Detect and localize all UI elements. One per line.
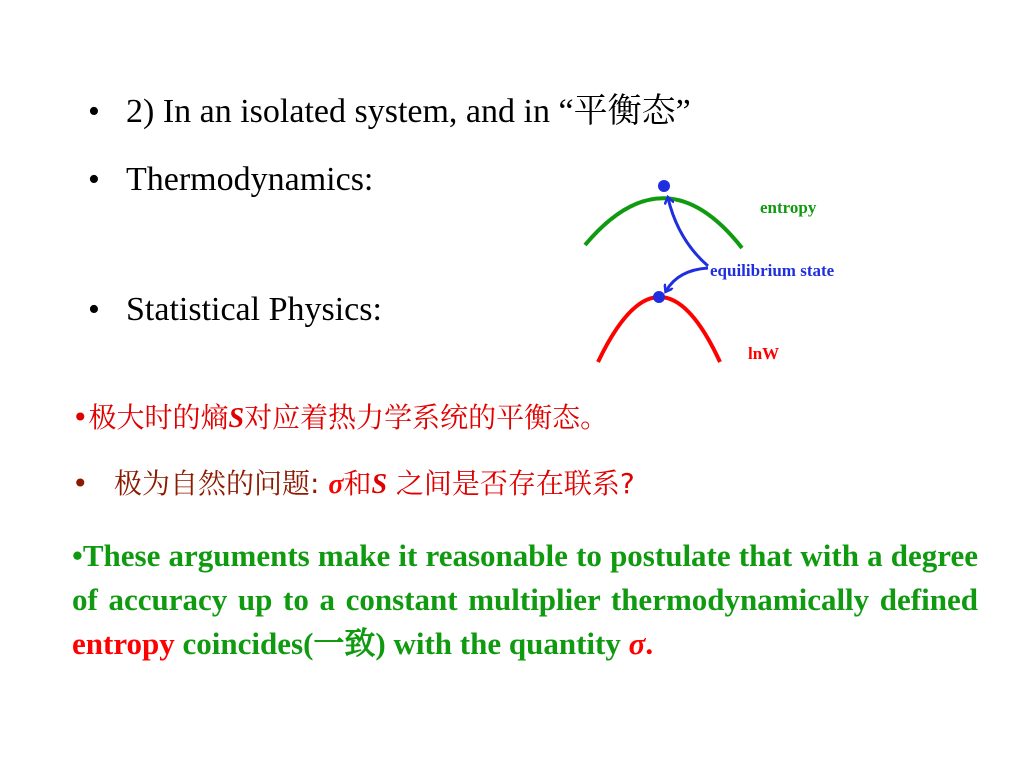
entropy-symbol: S xyxy=(228,403,245,434)
bullet-marker: • xyxy=(88,291,100,328)
cn-text: 极大时的熵 xyxy=(88,401,229,434)
bullet-text: Statistical Physics: xyxy=(126,291,382,328)
entropy-lnw-diagram xyxy=(570,170,870,370)
bullet-thermodynamics xyxy=(88,160,373,200)
cn-text: 和 xyxy=(343,467,372,500)
entropy-symbol: S xyxy=(371,469,388,500)
bullet-marker: • xyxy=(88,161,100,198)
bullet-marker: • xyxy=(72,467,89,500)
bullet-marker: • xyxy=(72,401,89,434)
equilibrium-label: equilibrium state xyxy=(710,261,835,280)
entropy-curve xyxy=(585,198,742,248)
cn-text: 极为自然的问题: xyxy=(114,467,320,500)
paragraph-text: These arguments make it reasonable to postulate that with a degree of accuracy up to a constant multiplier thermodynamically defined xyxy=(72,538,978,617)
entropy-label: entropy xyxy=(760,198,817,217)
bullet-isolated-system xyxy=(88,92,691,132)
postulate-paragraph xyxy=(72,534,978,666)
cn-text: 对应着热力学系统的平衡态。 xyxy=(244,401,609,434)
chinese-line-max-entropy xyxy=(72,400,608,437)
bullet-marker: • xyxy=(88,93,100,130)
bullet-marker: • xyxy=(72,538,83,573)
period: . xyxy=(645,626,654,661)
entropy-max-point xyxy=(658,180,670,192)
paragraph-text: coincides(一致) with the quantity xyxy=(174,626,629,661)
lnw-curve xyxy=(598,297,720,362)
chinese-line-question xyxy=(72,466,635,503)
cn-text: 之间是否存在联系? xyxy=(387,467,635,500)
lnw-arrow xyxy=(666,268,708,291)
bullet-statistical-physics xyxy=(88,290,382,330)
sigma-symbol: σ xyxy=(328,469,344,500)
bullet-text: 2) In an isolated system, and in xyxy=(126,93,559,130)
lnw-max-point xyxy=(653,291,665,303)
bullet-text: Thermodynamics: xyxy=(126,161,374,198)
bullet-quote: “平衡态” xyxy=(558,93,691,130)
lnw-label: lnW xyxy=(748,344,780,363)
entropy-highlight: entropy xyxy=(72,626,175,661)
sigma-symbol: σ xyxy=(628,626,646,661)
